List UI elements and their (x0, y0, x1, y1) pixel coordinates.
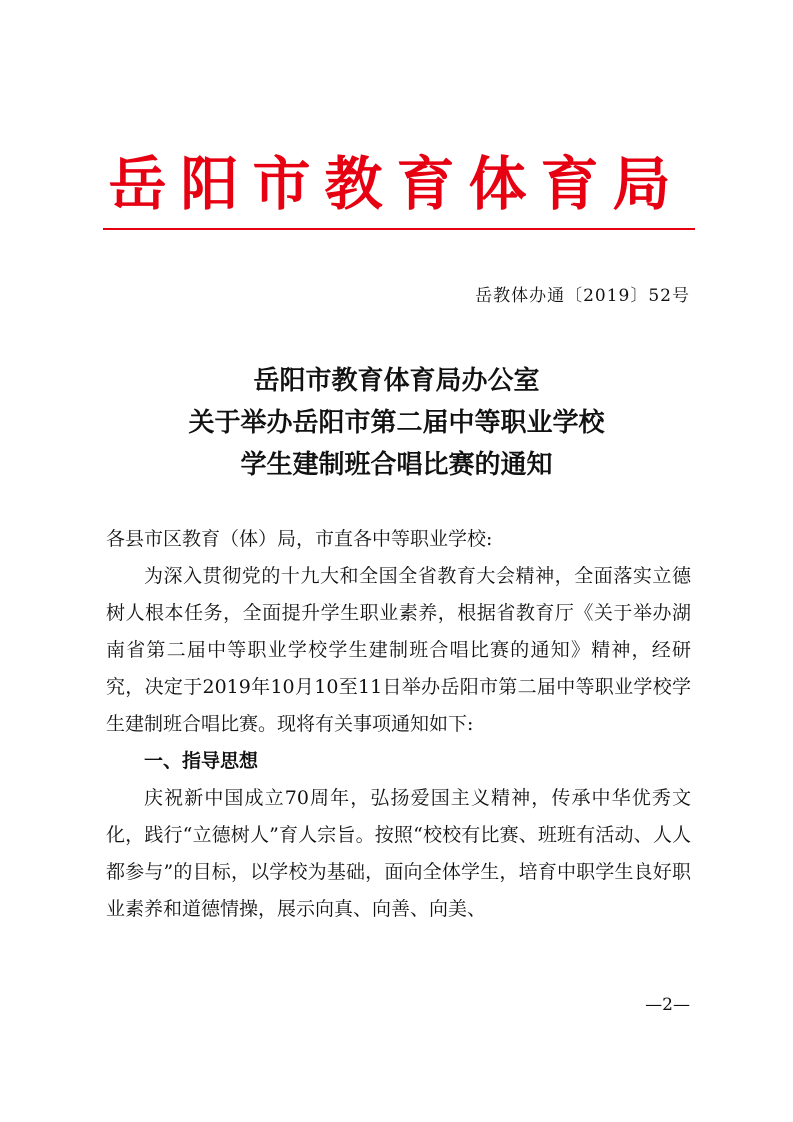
document-number: 岳教体办通〔2019〕52号 (475, 286, 690, 306)
title-line-3: 学生建制班合唱比赛的通知 (240, 450, 553, 480)
title-line-2: 关于举办岳阳市第二届中等职业学校 (188, 408, 605, 438)
paragraph-guiding-principle: 庆祝新中国成立70周年，弘扬爱国主义精神，传承中华优秀文化，践行“立德树人”育人宗旨。按照“校校有比赛、班班有活动、人人都参与”的目标，以学校为基础，面向全体学生，培育中职学生良好职业素养和道德情操，展示向真、向善、向美、 (106, 787, 691, 920)
salutation: 各县市区教育（体）局，市直各中等职业学校: (106, 528, 493, 550)
document-body (106, 521, 691, 928)
letterhead-red-rule (103, 228, 695, 230)
document-title (0, 360, 793, 486)
section-heading-guiding-principle: 一、指导思想 (144, 750, 259, 772)
page-number: —2— (645, 995, 690, 1015)
title-line-1: 岳阳市教育体育局办公室 (253, 366, 540, 396)
paragraph-intro: 为深入贯彻党的十九大和全国全省教育大会精神，全面落实立德树人根本任务，全面提升学生职业素养，根据省教育厅《关于举办湖南省第二届中等职业学校学生建制班合唱比赛的通知》精神，经研究，决定于2019年10月10至11日举办岳阳市第二届中等职业学校学生建制班合唱比赛。现将有关事项通知如下: (106, 565, 691, 735)
letterhead-org-name: 岳阳市教育体育局 (108, 150, 685, 218)
